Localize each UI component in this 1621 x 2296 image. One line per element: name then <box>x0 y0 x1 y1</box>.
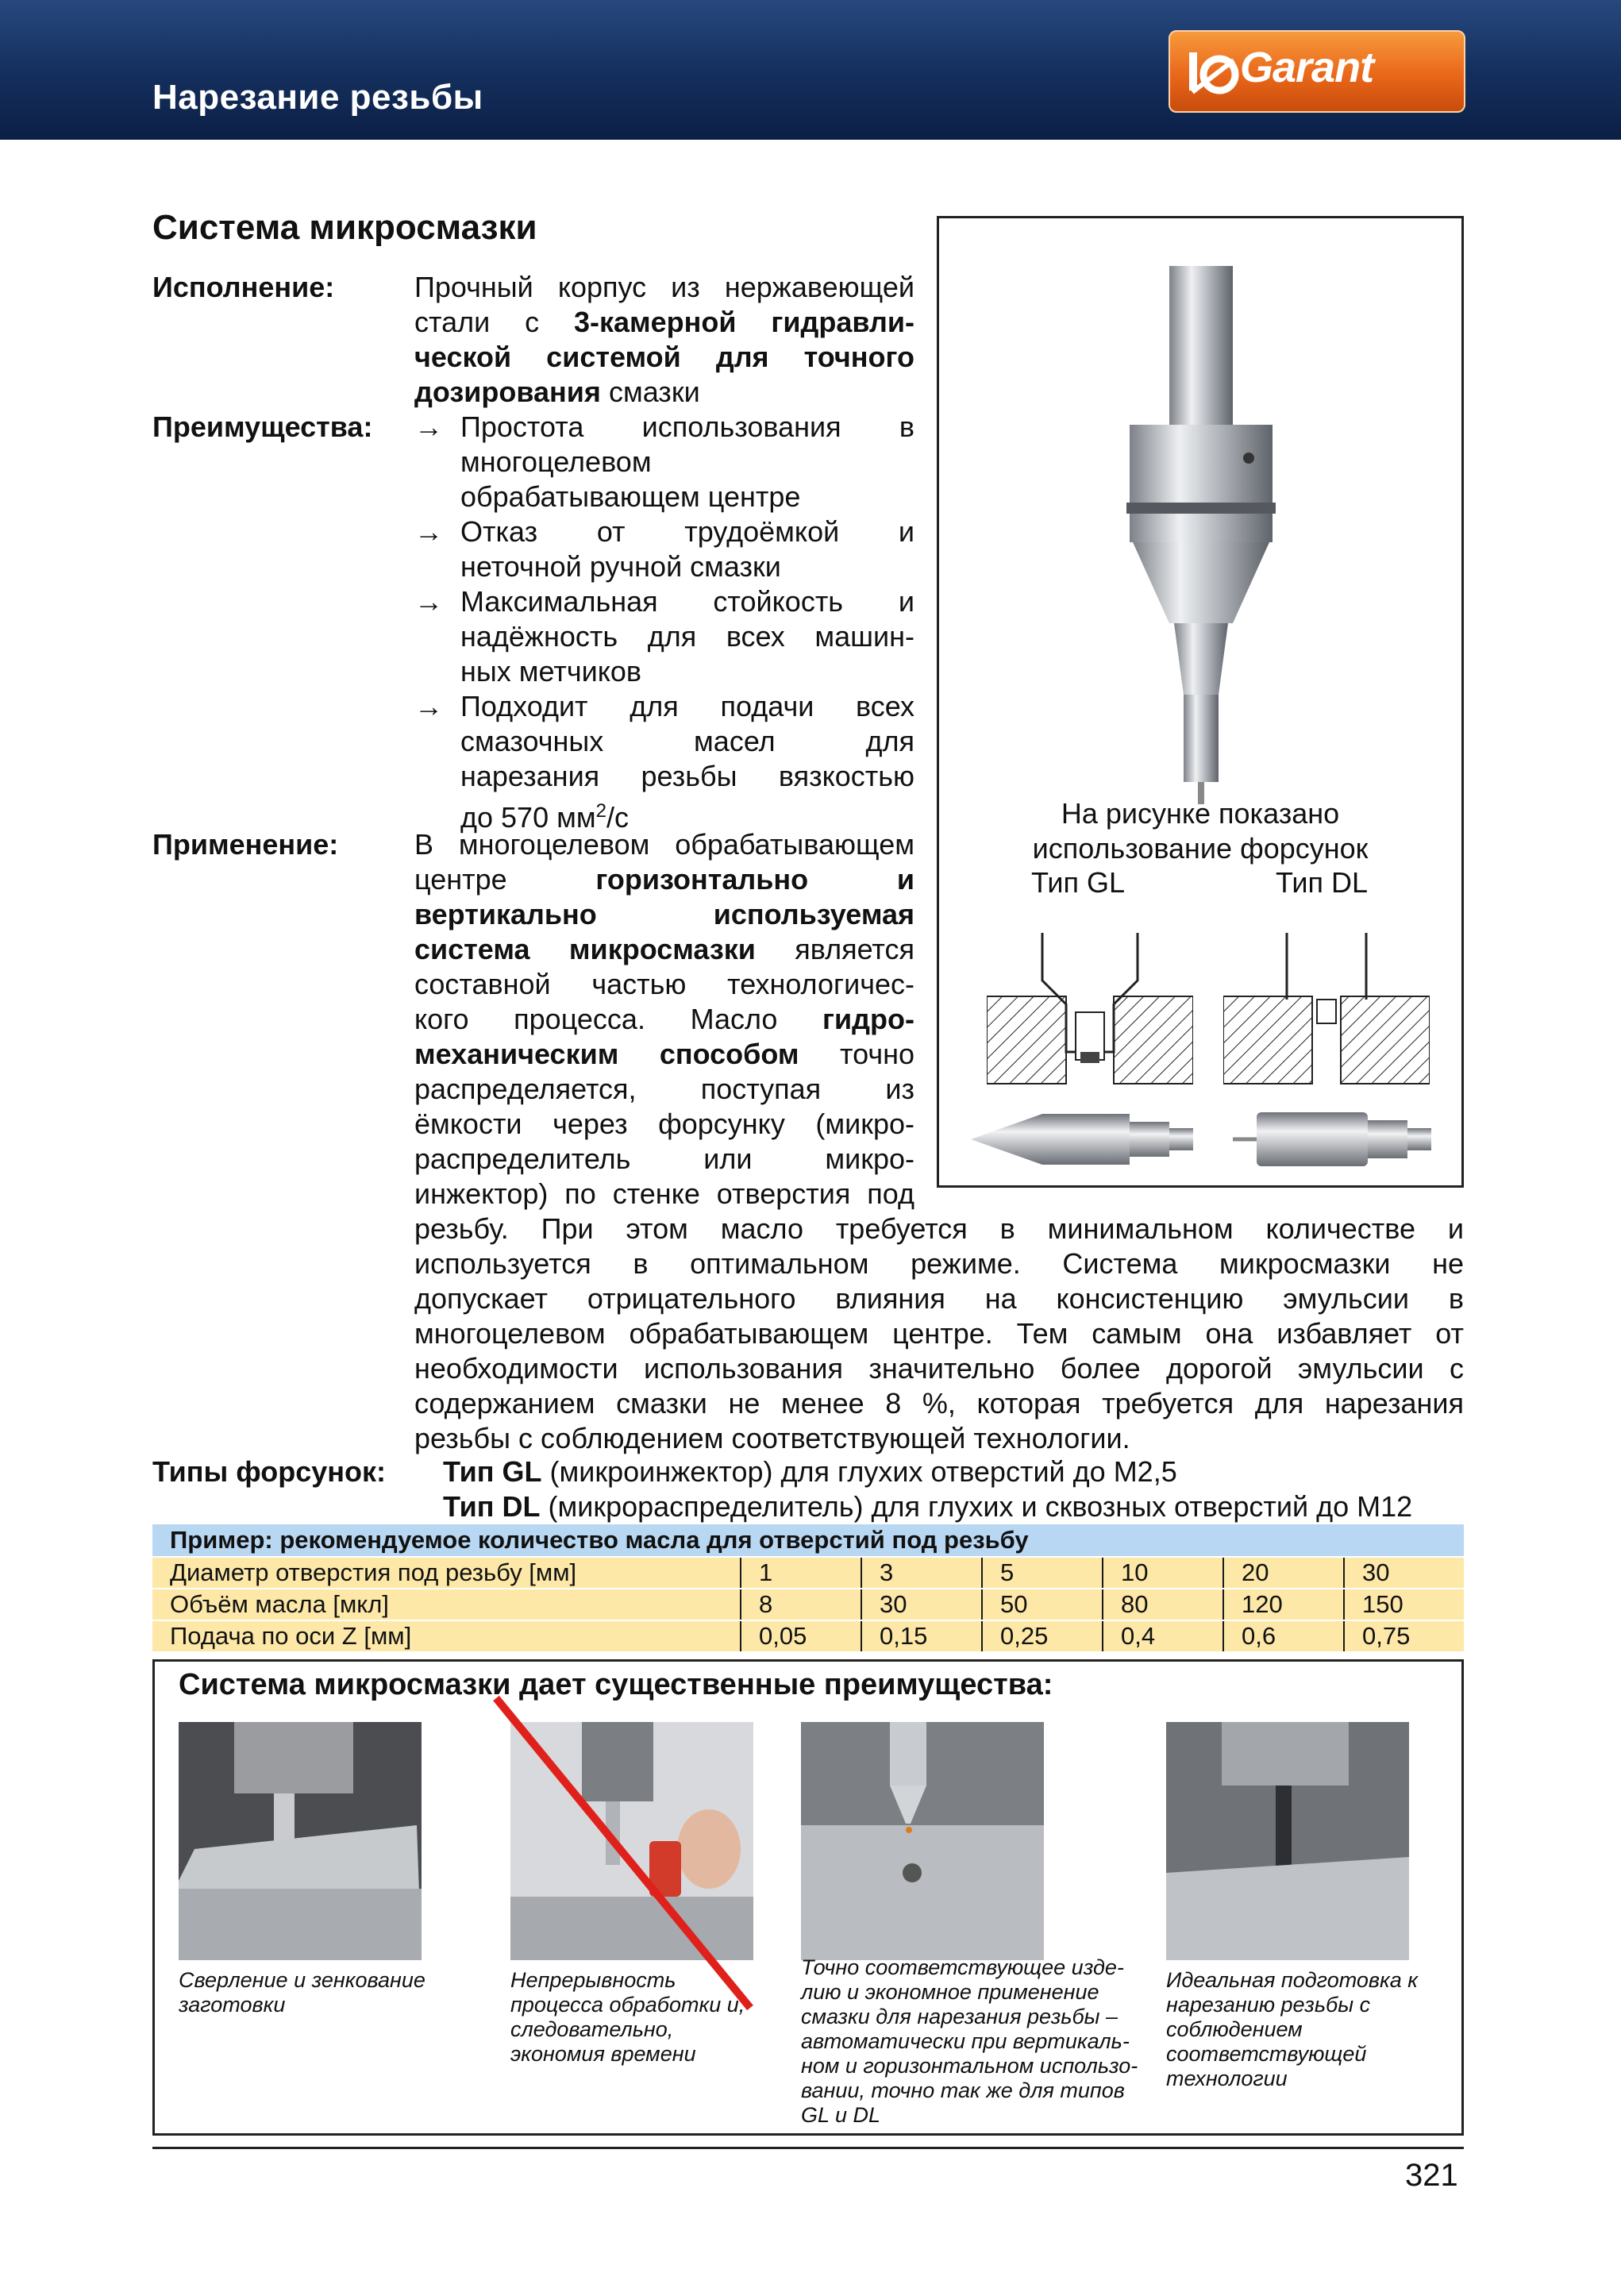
nozzle-figure-box <box>937 216 1464 1188</box>
benefit-caption: Сверление и зенкование заготовки <box>179 1968 425 2017</box>
advantages-label: Преимущества: <box>152 410 373 443</box>
nozzle-types-label: Типы форсунок: <box>152 1455 387 1488</box>
arrow-icon: → <box>414 515 443 548</box>
table-title: Пример: рекомендуемое количество масла для отверстий под резьбу <box>170 1526 1029 1554</box>
benefit-caption: Непрерывность процесса обработки и, следовательно, экономия времени <box>510 1968 745 2066</box>
benefit-caption: Идеальная подготовка к нарезанию резьбы с соблюдением соответствующей технологии <box>1166 1968 1419 2090</box>
table-title-row <box>152 1524 1464 1556</box>
page-header-title: Нарезание резьбы <box>152 78 483 117</box>
table-row: Подача по оси Z [мм] 0,05 0,15 0,25 0,4 0,6 0,75 <box>152 1621 1464 1653</box>
logo-text: Garant <box>1240 44 1374 91</box>
footer-rule <box>152 2147 1464 2149</box>
advantage-item: → Подходит для подачи всех смазочных масел для нарезания резьбы вязкостью до 570 $мм^2/с$ <box>414 690 914 834</box>
advantage-item: → Максимальная стойкость и надёжность для всех машин- ных метчиков <box>414 585 914 688</box>
nozzle-dl-line: Тип DL (микрораспределитель) для глухих и сквозных отверстий до M12 <box>443 1490 1413 1523</box>
drilling-photo <box>179 1722 422 1960</box>
benefit-caption: Точно соответствующее изде- лию и экономное применение смазки для нарезания резьбы – автоматически при вертикаль- ном и горизонтальном использо- вании, точно так же для типов GL и DL <box>801 1955 1138 2127</box>
section-title: Система микросмазки <box>152 208 537 247</box>
benefits-box <box>152 1659 1464 2136</box>
figure-caption: На рисунке показано использование форсунок <box>1032 797 1369 865</box>
application-text-wide: резьбу. При этом масло требуется в минимальном количестве и используется в оптимальном режиме. Система микросмазки не допускает отрицательного влияния на консистенцию эмульсии в многоцелевом обрабатывающем центре. Тем самым она избавляет от необходимости использования значительно более дорогой эмульсии с содержанием смазки не менее 8 %, которая требуется для нарезания резьбы с соблюдением соответствующей технологии. <box>414 1212 1464 1454</box>
nozzle-photos <box>971 1098 1447 1177</box>
arrow-icon: → <box>414 410 443 443</box>
advantage-item: → Простота использования в многоцелевом обрабатывающем центре <box>414 410 914 513</box>
application-label: Применение: <box>152 828 339 861</box>
execution-text: Прочный корпус из нержавеющей стали с 3-камерной гидравли- ческой системой для точного дозирования смазки <box>414 271 914 408</box>
advantages-list <box>414 410 914 834</box>
table-row: Диаметр отверстия под резьбу [мм] 1 3 5 10 20 30 <box>152 1558 1464 1589</box>
type-dl-label: Тип DL <box>1276 866 1369 899</box>
strike-through-icon <box>488 1690 758 2016</box>
garant-mark-icon <box>1184 44 1240 100</box>
garant-logo <box>1169 30 1465 113</box>
advantage-item: → Отказ от трудоёмкой и неточной ручной смазки <box>414 515 914 583</box>
arrow-icon: → <box>414 690 443 722</box>
benefits-title: Система микросмазки дает существенные преимущества: <box>179 1668 1053 1701</box>
table-row: Объём масла [мкл] 8 30 50 80 120 150 <box>152 1589 1464 1621</box>
nozzle-oiling-photo <box>801 1722 1044 1960</box>
nozzle-gl-line: Тип GL (микроинжектор) для глухих отверстий до M2,5 <box>443 1455 1177 1488</box>
type-gl-label: Тип GL <box>1031 866 1126 899</box>
microlubrication-tool-image <box>1122 250 1280 996</box>
dl-schematic-diagram <box>1223 933 1430 1092</box>
gl-schematic-diagram <box>987 933 1193 1092</box>
tapping-photo <box>1166 1722 1409 1960</box>
application-text-narrow: В многоцелевом обрабатывающем центре горизонтально и вертикально используемая система микросмазки является составной частью технологичес- кого процесса. Масло гидро- механическим способом точно распределяется, поступая из ёмкости через форсунку (микро- распределитель или микро- инжектор) по стенке отверстия под <box>414 828 915 1210</box>
arrow-icon: → <box>414 585 443 618</box>
execution-label: Исполнение: <box>152 271 335 303</box>
page-number: 321 <box>1405 2158 1458 2193</box>
